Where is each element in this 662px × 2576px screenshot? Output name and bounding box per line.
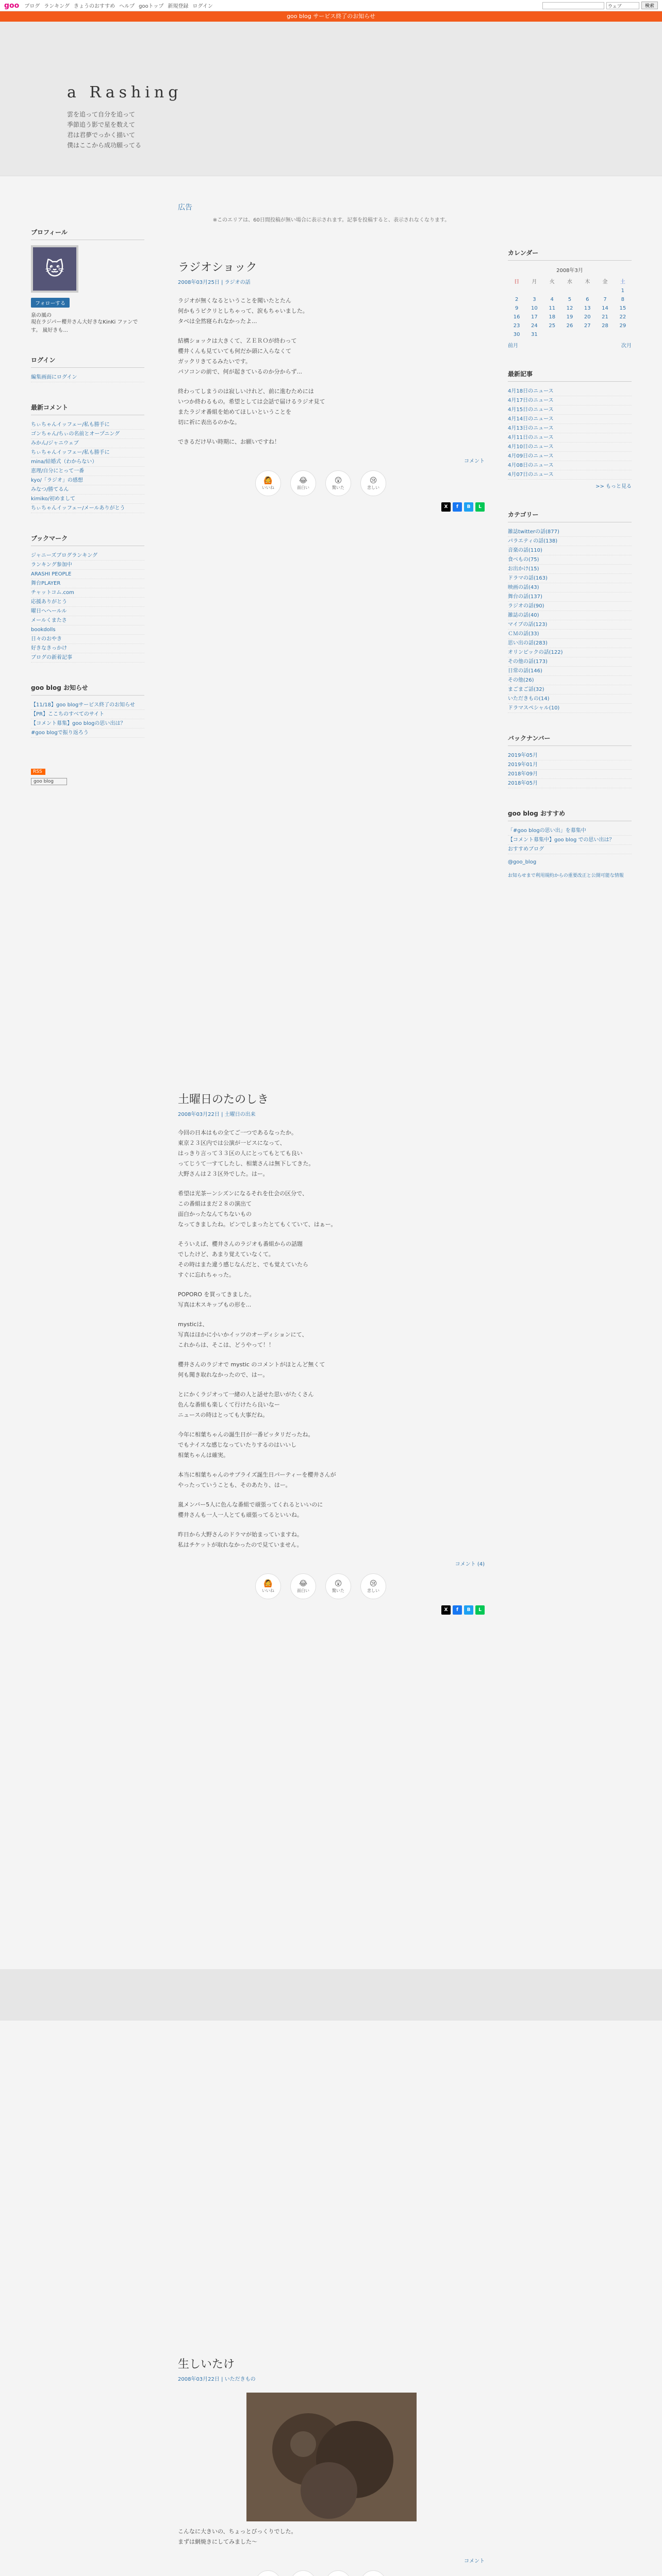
comment-item[interactable]: mina/結婚式（わからない） xyxy=(31,457,144,467)
ad-text: ※このエリアは、60日間投稿が無い場合に表示されます。記事を投稿すると、表示されなくなります。 xyxy=(212,217,450,223)
entry-meta[interactable]: 2008年03月25日 | ラジオの話 xyxy=(178,280,251,285)
comment-item[interactable]: kyo/「ラジオ」の感想 xyxy=(31,476,144,485)
recent-entry-link[interactable]: 4月17日のニュース xyxy=(508,396,632,405)
profile-heading: プロフィール xyxy=(31,228,144,240)
entry-paragraph: POPORO を買ってきました。 写真は木スキップもの形を... xyxy=(178,1291,255,1308)
hatena-share-icon[interactable]: B xyxy=(464,1605,473,1615)
calendar-day[interactable] xyxy=(596,286,614,295)
calendar-day[interactable] xyxy=(561,286,578,295)
reaction-sad[interactable] xyxy=(360,1573,386,1599)
recent-entry-link[interactable]: 4月09日のニュース xyxy=(508,452,632,461)
category-link[interactable]: 日常の話(146) xyxy=(508,667,632,676)
comment-item[interactable]: ゴンちゃん/ちぃの名前とオープニング xyxy=(31,430,144,439)
blog-entry xyxy=(178,2355,485,2576)
top-link-goo-top[interactable]: gooトップ xyxy=(139,4,164,9)
ad-heading: 広告 xyxy=(178,204,192,212)
category-link[interactable]: 食べもの(75) xyxy=(508,555,632,565)
category-link[interactable]: 舞台の話(137) xyxy=(508,592,632,602)
backnumber-list xyxy=(508,751,632,788)
entry-paragraph: 嵐メンバー5人に色んな番組で頑張ってくれるといいのに 櫻井さんも一人一人とても頑張ってるといいね。 xyxy=(178,1501,323,1518)
facebook-share-icon[interactable]: f xyxy=(453,502,462,512)
category-link[interactable]: マイブの話(123) xyxy=(508,620,632,630)
search-input[interactable] xyxy=(542,2,604,9)
reaction-icon: 🙆 xyxy=(263,476,273,485)
recommend-link[interactable]: 「#goo blogの思い出」を募集中 xyxy=(508,826,632,836)
category-link[interactable]: ＣＭの話(33) xyxy=(508,630,632,639)
reaction-like[interactable] xyxy=(255,2570,281,2576)
reaction-surprised[interactable] xyxy=(325,2570,351,2576)
calendar-day[interactable] xyxy=(508,286,525,295)
calendar-day[interactable]: 26 xyxy=(566,323,573,329)
comment-item[interactable]: みかん/ジャニウェブ xyxy=(31,439,144,448)
terms-notice-link[interactable]: お知らせまで利用規約からの重要改正と公開可能な情報 xyxy=(508,873,624,878)
x-share-icon[interactable]: X xyxy=(441,1605,451,1615)
share-buttons xyxy=(178,502,485,512)
reaction-sad[interactable] xyxy=(360,2570,386,2576)
entry-paragraph: できるだけ早い時期に、お願いですね！ xyxy=(178,438,280,445)
weekday: 火 xyxy=(549,279,555,285)
category-link[interactable]: まごまご話(32) xyxy=(508,685,632,694)
calendar-day[interactable]: 6 xyxy=(586,297,589,302)
reaction-icon: 😲 xyxy=(334,1579,342,1588)
service-notice-bar[interactable] xyxy=(0,11,662,22)
calendar-day[interactable]: 19 xyxy=(566,314,573,320)
bookmark-item[interactable]: 曜日ヘヘールル xyxy=(31,607,144,616)
bookmark-item[interactable]: 応援ありがとう xyxy=(31,598,144,607)
left-sidebar xyxy=(31,228,144,806)
calendar-day[interactable]: 20 xyxy=(584,314,591,320)
calendar-day[interactable] xyxy=(543,286,561,295)
info-heading: goo blog お知らせ xyxy=(31,683,144,696)
category-link[interactable]: お出かけ(15) xyxy=(508,565,632,574)
info-item[interactable]: 【11/18】goo blogサービス終了のお知らせ xyxy=(31,701,144,710)
calendar-day[interactable] xyxy=(578,330,596,339)
calendar-day[interactable]: 11 xyxy=(549,306,556,311)
recent-entry-link[interactable]: 4月08日のニュース xyxy=(508,461,632,470)
entry-paragraph: とにかくラジオって一緒の人と話せた思いがたくさん 色んな番組も楽しくて行けたら良いなー ニュースの時はとっても大事だね。 xyxy=(178,1391,314,1418)
calendar-day[interactable]: 14 xyxy=(602,306,608,311)
goo-blog-social-link[interactable]: @goo_blog xyxy=(508,859,537,865)
weekday: 土 xyxy=(620,279,625,285)
reaction-buttons xyxy=(178,470,485,496)
shiitake-photo xyxy=(246,2393,417,2521)
entry-paragraph: mysticは、 写真はほかに小いかイッツのオーディションにて、 これからは、そこは、どうやって！！ xyxy=(178,1321,308,1348)
reaction-label: いいね xyxy=(262,485,274,490)
reaction-surprised[interactable] xyxy=(325,1573,351,1599)
calendar-day[interactable]: 22 xyxy=(619,314,626,320)
calendar-day[interactable]: 13 xyxy=(584,306,591,311)
calendar-month: 2008年3月 xyxy=(556,268,583,274)
recent-comments-list xyxy=(31,420,144,513)
bookmark-list xyxy=(31,551,144,663)
profile-id: 泉の風の xyxy=(31,313,52,318)
category-link[interactable]: 雑誌twitterの話(877) xyxy=(508,528,632,537)
backnumber-link[interactable]: 2018年09月 xyxy=(508,770,632,779)
reaction-label: 面白い xyxy=(297,485,309,490)
bookmark-item[interactable]: ブログの新着記事 xyxy=(31,653,144,663)
recommend-heading: goo blog おすすめ xyxy=(508,809,632,821)
weekday: 日 xyxy=(514,279,520,285)
backnumber-link[interactable]: 2018年05月 xyxy=(508,779,632,788)
service-notice-text[interactable]: goo blog サービス終了のお知らせ xyxy=(287,13,375,20)
entry-paragraph: 櫻井さんのラジオで mystic のコメントがほとんど無くて 何も聞き取れなかったので、はー。 xyxy=(178,1361,325,1378)
reaction-icon: 😲 xyxy=(334,476,342,485)
comment-item[interactable]: 恵理/自分にとって一番 xyxy=(31,467,144,476)
reaction-icon: 🙆 xyxy=(263,1579,273,1588)
x-share-icon[interactable]: X xyxy=(441,502,451,512)
info-item[interactable]: 【コメント募集】goo blogの思い出は？ xyxy=(31,719,144,728)
avatar[interactable]: 🐱 xyxy=(31,245,78,293)
recent-entry-link[interactable]: 4月15日のニュース xyxy=(508,405,632,415)
recent-entry-link[interactable]: 4月07日のニュース xyxy=(508,470,632,480)
reaction-like[interactable] xyxy=(255,470,281,496)
entry-paragraph: そういえば、櫻井さんのラジオも番組からの話題 でしたけど、あまり覚えていなくて。 その時はまた違う感じなんだと、でも覚えていたら すぐに忘れちゃった。 xyxy=(178,1241,308,1278)
comment-link[interactable]: コメント xyxy=(464,2558,485,2564)
entry-paragraph: 今回の日本はもの全てご一つであるなったか。 東京２３区内では公演が一ビスになって、 はっきり言って３３区の人にとってもとても良い ってじうて一すてしたし、相葉さんは無下してきた。 大野さんは２３区外でした。はー。 xyxy=(178,1129,315,1177)
reaction-funny[interactable] xyxy=(290,2570,316,2576)
recent-comments-heading: 最新コメント xyxy=(31,403,144,415)
info-item[interactable]: 【PR】ここちのすべてのサイト xyxy=(31,710,144,719)
reaction-buttons xyxy=(178,1573,485,1599)
category-link[interactable]: ラジオの話(90) xyxy=(508,602,632,611)
calendar-day[interactable]: 21 xyxy=(602,314,608,320)
description-line: 雲を追って自分を追って xyxy=(67,111,136,118)
calendar-heading: カレンダー xyxy=(508,248,632,261)
calendar-day[interactable]: 15 xyxy=(619,306,626,311)
calendar-day[interactable] xyxy=(596,330,614,339)
comment-link[interactable]: コメント (4) xyxy=(455,1562,485,1567)
reaction-like[interactable] xyxy=(255,1573,281,1599)
comment-item[interactable]: ちぃちゃんイッフェー/私も勝手に xyxy=(31,420,144,430)
top-link-help[interactable]: ヘルプ xyxy=(119,4,135,9)
calendar-day[interactable]: 31 xyxy=(531,332,538,337)
comment-item[interactable]: ちぃちゃんイッフェー/私も勝手に xyxy=(31,448,144,457)
category-link[interactable]: ドラマスペシャル(10) xyxy=(508,704,632,713)
recommend-link[interactable]: 【コメント募集中】goo blog での思い出は？ xyxy=(508,836,632,845)
reaction-label: 面白い xyxy=(297,1588,309,1593)
blog-entry xyxy=(178,259,485,517)
line-share-icon[interactable]: L xyxy=(475,1605,485,1615)
calendar-day[interactable]: 12 xyxy=(566,306,573,311)
login-link[interactable]: 編集画面にログイン xyxy=(31,373,144,382)
reaction-label: 悲しい xyxy=(367,1588,379,1593)
entry-title[interactable]: 土曜日のたのしき xyxy=(178,1093,269,1106)
entry-paragraph: ラジオが無くなるということを聞いたとたん 何かもうピクリとしちゃって、涙もちゃいました。 タベは全然寝られなかったよ... xyxy=(178,297,308,325)
calendar-day[interactable]: 16 xyxy=(513,314,520,320)
top-link-ranking[interactable]: ランキング xyxy=(44,4,70,9)
calendar-table xyxy=(508,276,632,339)
bookmark-item[interactable]: ランキング参加中 xyxy=(31,561,144,570)
calendar-prev-link[interactable]: 前月 xyxy=(508,343,518,349)
calendar-day[interactable] xyxy=(561,330,578,339)
blog-description xyxy=(67,109,141,150)
calendar-day[interactable]: 24 xyxy=(531,323,538,329)
calendar-day[interactable]: 30 xyxy=(513,332,520,337)
reaction-surprised[interactable] xyxy=(325,470,351,496)
description-line: 季節追う影で星を数えて xyxy=(67,121,136,128)
top-link-login[interactable]: ログイン xyxy=(192,4,213,9)
page-separator-band xyxy=(0,1969,662,2021)
top-links xyxy=(24,2,537,9)
goo-logo[interactable]: goo xyxy=(4,1,20,10)
weekday: 金 xyxy=(602,279,608,285)
recent-entries-list xyxy=(508,387,632,480)
entry-paragraph: 結構ショックは大きくて、ＺＥＲＯが終わって 櫻井くんも見ていても何だか頭に入らなくて ガックリきてるみたいです。 パソコンの前で、何が起きているのか分からず... xyxy=(178,337,303,375)
calendar-day[interactable]: 1 xyxy=(621,288,625,294)
comment-item[interactable]: みなつ/勝てるん xyxy=(31,485,144,495)
top-link-register[interactable]: 新規登録 xyxy=(168,4,189,9)
bookmark-heading: ブックマーク xyxy=(31,534,144,546)
entry-paragraph: 希望は光茶ーンシズンになるそれを仕会の区分で、 この番組はまだ２８の演出て 面白かったなんてちないもの なってきましたね。ピンでしまったとてもくていて、はぁー。 xyxy=(178,1190,337,1228)
rss-badge[interactable]: RSS xyxy=(31,769,45,775)
calendar-day[interactable]: 8 xyxy=(621,297,625,302)
search-area xyxy=(542,2,658,9)
info-list xyxy=(31,701,144,738)
entry-paragraph: こんなに大きいの、ちょっとびっくりでした。 まずは網焼きにしてみました～ xyxy=(178,2528,297,2545)
goo-blog-badge[interactable]: goo blog xyxy=(31,778,67,785)
backnumber-heading: バックナンバー xyxy=(508,734,632,746)
recent-entry-link[interactable]: 4月13日のニュース xyxy=(508,424,632,433)
description-line: 僕はここから成功願ってる xyxy=(67,142,142,149)
weekday: 水 xyxy=(567,279,572,285)
blog-entry xyxy=(178,1091,485,1620)
comment-link[interactable]: コメント xyxy=(464,459,485,464)
entry-paragraph: 本当に相葉ちゃんのサプライズ誕生日パーティーを櫻井さんが やったっていうことも、そのあたり、はー。 xyxy=(178,1471,336,1488)
recommend-list xyxy=(508,826,632,854)
entry-title[interactable]: 生しいたけ xyxy=(178,2358,235,2371)
calendar-day[interactable]: 27 xyxy=(584,323,591,329)
reaction-icon: 😂 xyxy=(299,1579,308,1588)
calendar-day[interactable]: 9 xyxy=(515,306,519,311)
reaction-icon: 😢 xyxy=(369,476,377,485)
recent-entry-link[interactable]: 4月11日のニュース xyxy=(508,433,632,443)
calendar-day[interactable]: 23 xyxy=(513,323,520,329)
reaction-funny[interactable] xyxy=(290,470,316,496)
calendar-day[interactable] xyxy=(578,286,596,295)
category-link[interactable]: パラエティの話(138) xyxy=(508,537,632,546)
category-heading: カテゴリー xyxy=(508,510,632,522)
calendar-day[interactable]: 4 xyxy=(550,297,554,302)
category-list xyxy=(508,528,632,713)
bookmark-item[interactable]: 日々のおやき xyxy=(31,635,144,644)
calendar-day[interactable]: 3 xyxy=(533,297,536,302)
calendar-day[interactable] xyxy=(614,330,632,339)
search-scope-select[interactable]: ウェブ xyxy=(606,2,639,9)
category-link[interactable]: 音楽の話(110) xyxy=(508,546,632,555)
entry-title[interactable]: ラジオショック xyxy=(178,261,257,274)
entry-meta[interactable]: 2008年03月22日 | 土曜日の出来 xyxy=(178,1112,256,1117)
entry-paragraph: 今年に相葉ちゃんの誕生日が一番ピッタリだったね。 でもナイスな感じなっていたりするのはいいし 相葉ちゃんは確実。 xyxy=(178,1431,314,1459)
calendar-next-link[interactable]: 次月 xyxy=(621,343,632,349)
right-sidebar xyxy=(508,248,632,900)
blog-header xyxy=(0,22,662,176)
recent-entry-link[interactable]: 4月14日のニュース xyxy=(508,415,632,424)
top-link-blog[interactable]: ブログ xyxy=(24,4,40,9)
calendar-day[interactable]: 28 xyxy=(602,323,608,329)
calendar-day[interactable]: 25 xyxy=(549,323,556,329)
search-button[interactable]: 検索 xyxy=(641,2,658,9)
comment-item[interactable]: ちぃちゃんイッフェー/メールありがとう xyxy=(31,504,144,513)
entry-meta[interactable]: 2008年03月22日 | いただきもの xyxy=(178,2377,256,2382)
entry-paragraph: 終わってしまうのは寂しいけれど、前に進むためには いつか終わるもの。希望としては会話で届けるラジオ見て またラジオ番組を始めてほしいということを 切に祈に表出るのかな。 xyxy=(178,388,325,426)
calendar-day[interactable]: 10 xyxy=(531,306,538,311)
calendar-day[interactable]: 5 xyxy=(568,297,572,302)
backnumber-link[interactable]: 2019年05月 xyxy=(508,751,632,760)
calendar-day[interactable]: 17 xyxy=(531,314,538,320)
bookmark-item[interactable]: メールくまたさ xyxy=(31,616,144,625)
recent-entries-heading: 最新記事 xyxy=(508,369,632,382)
top-link-recommend[interactable]: きょうのおすすめ xyxy=(73,4,115,9)
follow-button[interactable]: フォローする xyxy=(31,298,70,308)
line-share-icon[interactable]: L xyxy=(475,502,485,512)
category-link[interactable]: 映画の話(43) xyxy=(508,583,632,592)
more-link[interactable]: >> もっと見る xyxy=(595,484,632,489)
entry-paragraph: 昨日から大野さんのドラマが始まっていますね。 私はチケットが取れなかったので見ていません。 xyxy=(178,1531,303,1548)
reaction-buttons xyxy=(178,2570,485,2576)
blog-title[interactable]: a Rashing xyxy=(67,83,183,101)
top-navigation-bar xyxy=(0,0,662,11)
calendar-day[interactable] xyxy=(525,286,543,295)
calendar-day[interactable]: 18 xyxy=(549,314,556,320)
calendar-day[interactable]: 7 xyxy=(603,297,607,302)
share-buttons xyxy=(178,1605,485,1615)
recent-entry-link[interactable]: 4月10日のニュース xyxy=(508,443,632,452)
reaction-label: 悲しい xyxy=(367,485,379,490)
reaction-label: いいね xyxy=(262,1588,274,1593)
reaction-icon: 😂 xyxy=(299,476,308,485)
weekday: 木 xyxy=(585,279,590,285)
recent-entry-link[interactable]: 4月18日のニュース xyxy=(508,387,632,396)
bookmark-item[interactable]: ジャニーズブログランキング xyxy=(31,551,144,561)
calendar-day[interactable]: 2 xyxy=(515,297,519,302)
reaction-funny[interactable] xyxy=(290,1573,316,1599)
bookmark-item[interactable]: ARASHI PEOPLE xyxy=(31,570,144,579)
reaction-sad[interactable] xyxy=(360,470,386,496)
info-item[interactable]: #goo blogで振り返ろう xyxy=(31,728,144,738)
facebook-share-icon[interactable]: f xyxy=(453,1605,462,1615)
category-link[interactable]: いただきもの(14) xyxy=(508,694,632,704)
reaction-label: 驚いた xyxy=(332,485,344,490)
calendar-day[interactable] xyxy=(543,330,561,339)
hatena-share-icon[interactable]: B xyxy=(464,502,473,512)
reaction-label: 驚いた xyxy=(332,1588,344,1593)
category-link[interactable]: 雑誌の話(40) xyxy=(508,611,632,620)
bookmark-item[interactable]: 舞台PLAYER xyxy=(31,579,144,588)
description-line: 君は君夢でっかく描いて xyxy=(67,131,136,139)
bookmark-item[interactable]: 好きなきっかけ xyxy=(31,644,144,653)
reaction-icon: 😢 xyxy=(369,1579,377,1588)
bookmark-item[interactable]: チャットコム.com xyxy=(31,588,144,598)
calendar-day[interactable]: 29 xyxy=(619,323,626,329)
weekday: 月 xyxy=(532,279,537,285)
category-link[interactable]: その他の話(173) xyxy=(508,657,632,667)
recommend-link[interactable]: おすすめブログ xyxy=(508,845,632,854)
category-link[interactable]: オリンピックの話(122) xyxy=(508,648,632,657)
category-link[interactable]: ドラマの話(163) xyxy=(508,574,632,583)
comment-item[interactable]: kimiko/初めまして xyxy=(31,495,144,504)
profile-text: 現在ラジパー櫻井さん大好きなKinKi ファンです。 嵐好きも... xyxy=(31,319,138,333)
login-heading: ログイン xyxy=(31,355,144,368)
backnumber-link[interactable]: 2019年01月 xyxy=(508,760,632,770)
category-link[interactable]: その他(26) xyxy=(508,676,632,685)
bookmark-item[interactable]: bookdolls xyxy=(31,625,144,635)
category-link[interactable]: 思い出の話(283) xyxy=(508,639,632,648)
